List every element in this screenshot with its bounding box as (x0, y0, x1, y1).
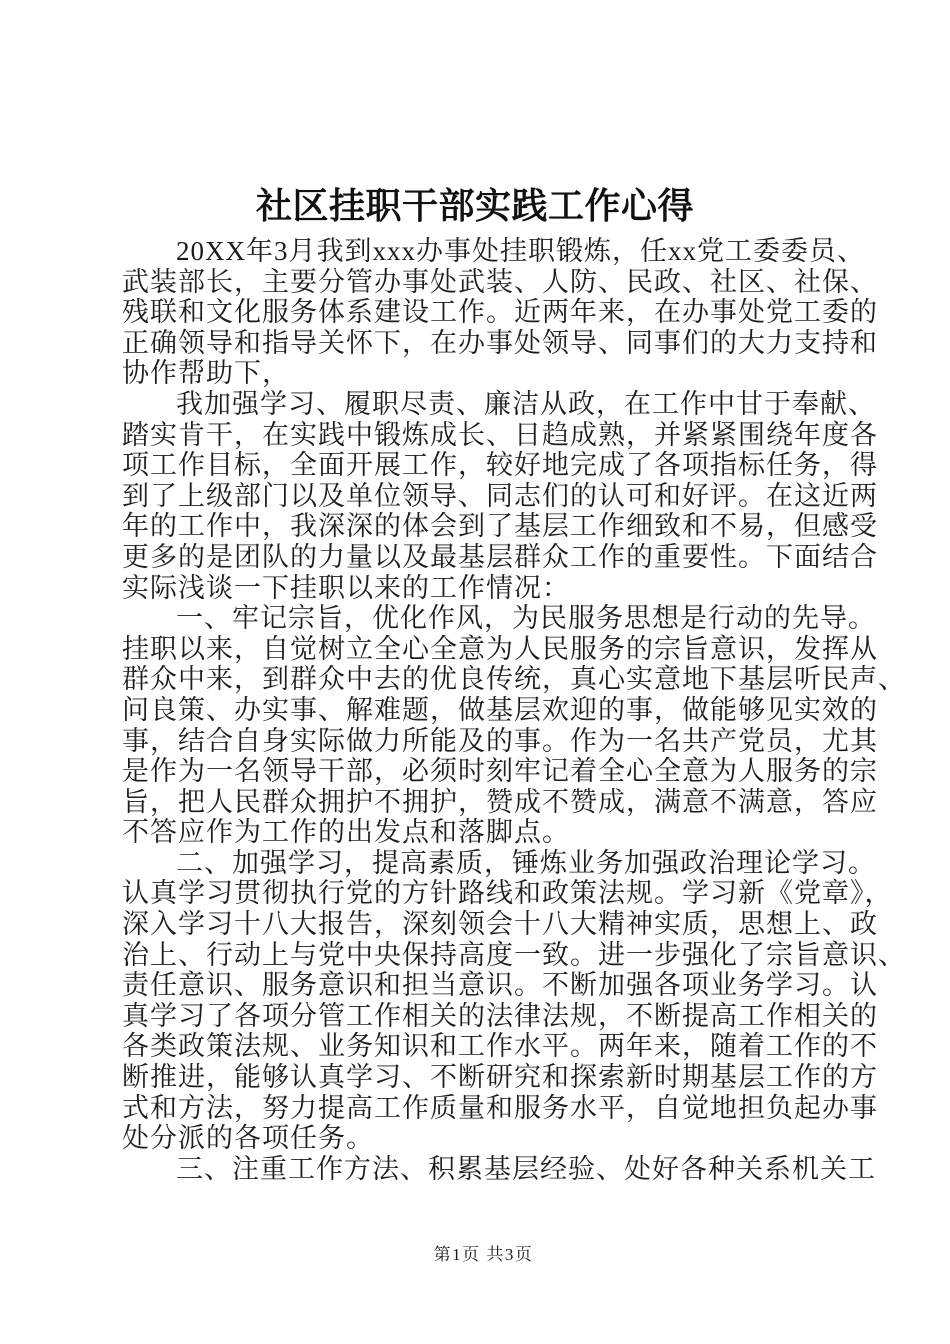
text-line: 真学习了各项分管工作相关的法律法规，不断提高工作相关的 (122, 1000, 878, 1031)
text-line: 年的工作中，我深深的体会到了基层工作细致和不易，但感受 (122, 511, 878, 542)
text-line: 一、牢记宗旨，优化作风，为民服务思想是行动的先导。 (176, 603, 876, 634)
text-line: 更多的是团队的力量以及最基层群众工作的重要性。下面结合 (122, 541, 878, 572)
text-line: 残联和文化服务体系建设工作。近两年来，在办事处党工委的 (122, 297, 878, 328)
text-line: 二、加强学习，提高素质，锤炼业务加强政治理论学习。 (176, 847, 876, 878)
text-line: 我加强学习、履职尽责、廉洁从政，在工作中甘于奉献、 (176, 388, 876, 419)
text-line: 处分派的各项任务。 (122, 1123, 374, 1154)
document-body (122, 236, 906, 1184)
text-line: 踏实肯干，在实践中锻炼成长、日趋成熟，并紧紧围绕年度各 (122, 419, 878, 450)
text-line: 20XX年3月我到xxx办事处挂职锻炼，任xx党工委委员、 (176, 236, 865, 266)
text-line: 项工作目标，全面开展工作，较好地完成了各项指标任务，得 (122, 450, 878, 481)
document-title: 社区挂职干部实践工作心得 (255, 186, 694, 226)
text-line: 旨，把人民群众拥护不拥护，赞成不赞成，满意不满意，答应 (122, 786, 878, 817)
text-line: 是作为一名领导干部，必须时刻牢记着全心全意为人服务的宗 (122, 756, 878, 787)
page-number-label: 第1页 共3页 (433, 1245, 534, 1264)
text-line: 各类政策法规、业务知识和工作水平。两年来，随着工作的不 (122, 1031, 878, 1062)
text-line: 不答应作为工作的出发点和落脚点。 (122, 817, 570, 848)
paragraph (122, 1153, 876, 1185)
text-line: 问良策、办实事、解难题，做基层欢迎的事，做能够见实效的 (122, 694, 878, 725)
text-line: 断推进，能够认真学习、不断研究和探索新时期基层工作的方 (122, 1062, 878, 1093)
text-line: 实际浅谈一下挂职以来的工作情况： (122, 572, 570, 603)
text-line: 深入学习十八大报告，深刻领会十八大精神实质，思想上、政 (122, 909, 878, 940)
paragraph (122, 847, 906, 1154)
text-line: 责任意识、服务意识和担当意识。不断加强各项业务学习。认 (122, 970, 878, 1001)
text-line: 事，结合自身实际做力所能及的事。作为一名共产党员，尤其 (122, 725, 878, 756)
text-line: 认真学习贯彻执行党的方针路线和政策法规。学习新《党章》， (122, 878, 893, 909)
text-line: 到了上级部门以及单位领导、同志们的认可和好评。在这近两 (122, 480, 878, 511)
paragraph (122, 603, 906, 848)
text-line: 武装部长，主要分管办事处武装、人防、民政、社区、社保、 (122, 266, 878, 297)
text-line: 正确领导和指导关怀下，在办事处领导、同事们的大力支持和 (122, 327, 878, 358)
text-line: 式和方法，努力提高工作质量和服务水平，自觉地担负起办事 (122, 1092, 878, 1123)
page-footer (122, 1240, 845, 1265)
paragraph (122, 388, 878, 603)
text-line: 挂职以来，自觉树立全心全意为人民服务的宗旨意识，发挥从 (122, 633, 878, 664)
text-line: 群众中来，到群众中去的优良传统，真心实意地下基层听民声、 (122, 664, 906, 695)
text-line: 治上、行动上与党中央保持高度一致。进一步强化了宗旨意识、 (122, 939, 906, 970)
paragraph (122, 236, 878, 389)
text-line: 三、注重工作方法、积累基层经验、处好各种关系机关工 (176, 1153, 876, 1184)
text-line: 协作帮助下， (122, 358, 290, 389)
